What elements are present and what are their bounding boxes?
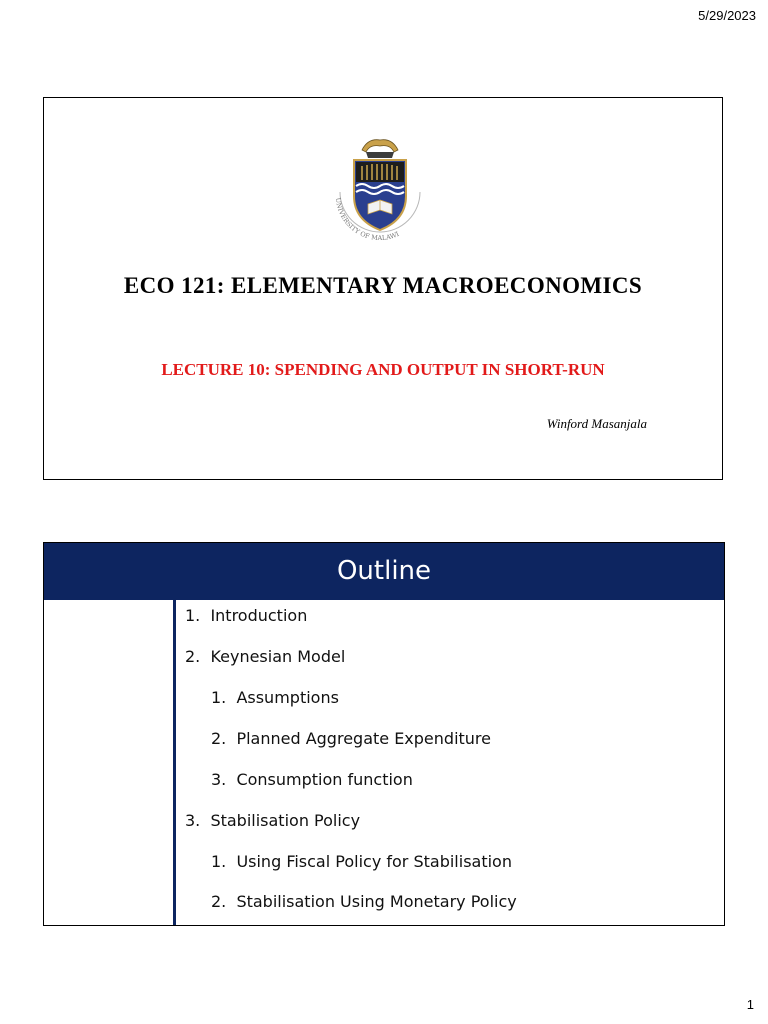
outline-subitem-monetary-policy: 2. Stabilisation Using Monetary Policy — [211, 892, 517, 911]
outline-item-keynesian-model: 2. Keynesian Model — [185, 647, 346, 666]
outline-slide — [43, 542, 725, 926]
author-name: Winford Masanjala — [546, 416, 647, 431]
outline-title: Outline — [44, 543, 724, 600]
university-crest-icon — [332, 134, 428, 242]
outline-subitem-consumption-function: 3. Consumption function — [211, 770, 413, 789]
outline-subitem-assumptions: 1. Assumptions — [211, 688, 339, 707]
outline-subitem-fiscal-policy: 1. Using Fiscal Policy for Stabilisation — [211, 852, 512, 871]
page-date: 5/29/2023 — [698, 8, 756, 23]
outline-subitem-planned-aggregate-expenditure: 2. Planned Aggregate Expenditure — [211, 729, 491, 748]
outline-item-introduction: 1. Introduction — [185, 606, 308, 625]
divider-line — [173, 600, 176, 925]
course-title: ECO 121: ELEMENTARY MACROECONOMICS — [123, 273, 643, 298]
title-slide — [43, 97, 723, 480]
lecture-title: LECTURE 10: SPENDING AND OUTPUT IN SHORT-RUN — [161, 360, 605, 379]
outline-item-stabilisation-policy: 3. Stabilisation Policy — [185, 811, 361, 830]
page-number: 1 — [746, 997, 754, 1012]
crest-ring-text: UNIVERSITY OF MALAWI — [333, 197, 401, 242]
